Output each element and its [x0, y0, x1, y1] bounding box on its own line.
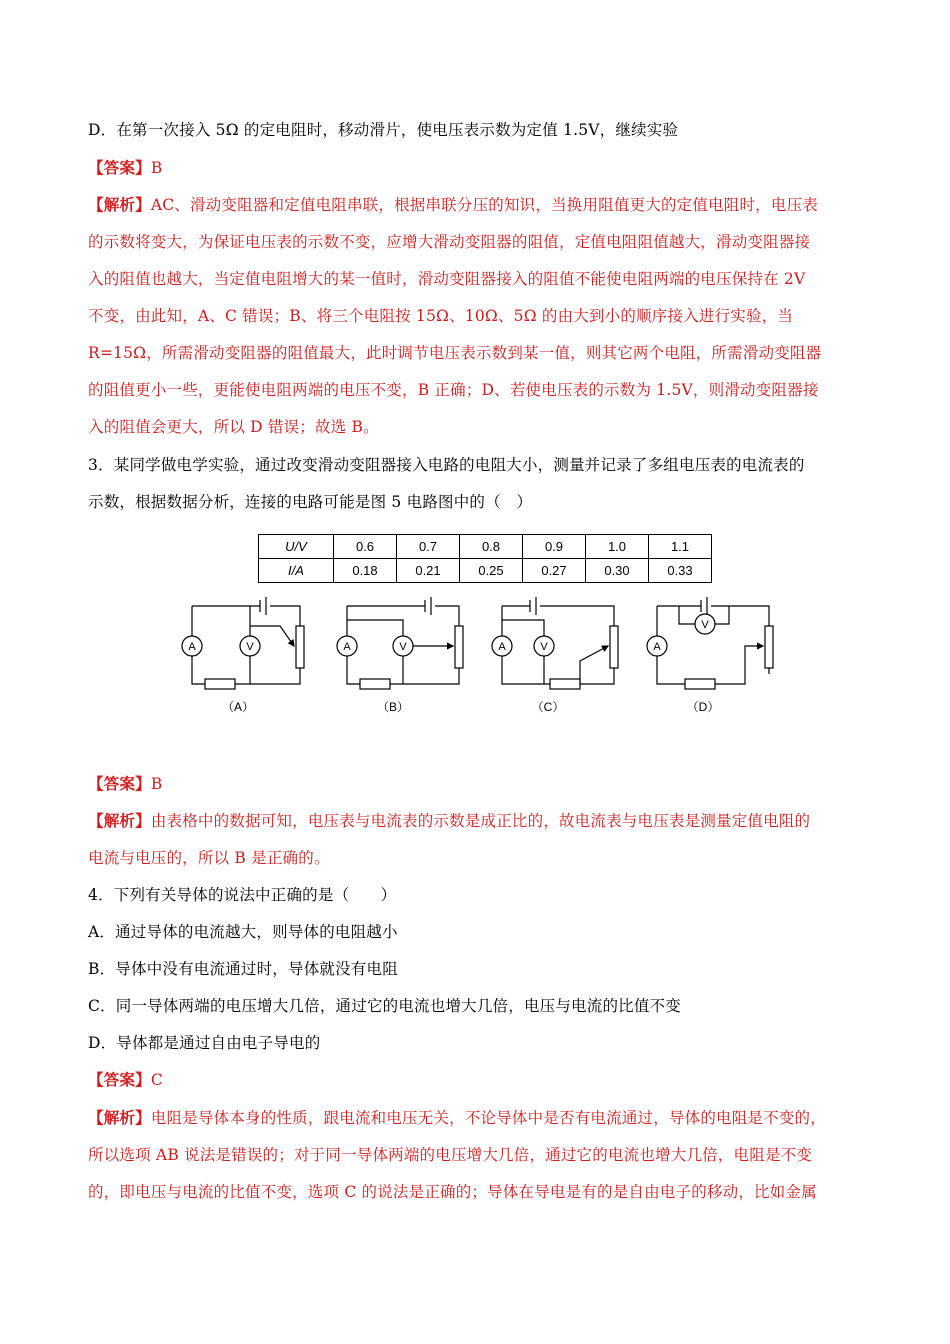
table-cell: 0.6 [334, 535, 397, 559]
answer-tag: 【答案】 [88, 158, 151, 177]
table-cell: 0.27 [523, 559, 586, 583]
q2-analysis-line [88, 193, 818, 215]
q3-stem-line: 示数，根据数据分析，连接的电路可能是图 5 电路图中的（ ） [88, 493, 533, 511]
q4-analysis-line [88, 1106, 826, 1128]
circuit-a [182, 597, 304, 689]
table-cell: 0.7 [397, 535, 460, 559]
q4-option: C．同一导体两端的电压增大几倍，通过它的电流也增大几倍，电压与电流的比值不变 [88, 997, 681, 1015]
circuit-diagrams [180, 596, 780, 718]
q4-analysis-line: 的，即电压与电流的比值不变，选项 C 的说法是正确的；导体在导电是有的是自由电子的移动，比如金属 [88, 1183, 817, 1201]
answer-value: B [150, 775, 163, 793]
q3-analysis-line: 电流与电压的，所以 B 是正确的。 [88, 849, 330, 867]
ammeter-label: A [343, 641, 351, 653]
circuit-label: （A） [221, 700, 255, 714]
analysis-tag: 【解析】 [88, 811, 151, 830]
q2-analysis-line: 入的阻值会更大，所以 D 错误；故选 B。 [88, 418, 379, 436]
answer-value: C [150, 1071, 163, 1089]
q2-analysis-line: R=15Ω，所需滑动变阻器的阻值最大，此时调节电压表示数到某一值，则其它两个电阻，所需滑动变阻器 [88, 344, 822, 362]
q4-option: D．导体都是通过自由电子导电的 [88, 1034, 321, 1052]
voltmeter-label: V [399, 641, 407, 653]
table-row [259, 559, 712, 583]
table-row [259, 535, 712, 559]
analysis-tag: 【解析】 [88, 195, 151, 214]
table-cell: 0.18 [334, 559, 397, 583]
q3-analysis-line [88, 809, 810, 831]
ammeter-label: A [653, 641, 661, 653]
analysis-text: AC、滑动变阻器和定值电阻串联，根据串联分压的知识，当换用阻值更大的定值电阻时，电压表 [150, 196, 818, 214]
circuit-label: （D） [686, 700, 720, 714]
voltmeter-label: V [701, 619, 709, 631]
answer-value: B [150, 159, 163, 177]
table-cell: 0.25 [460, 559, 523, 583]
q2-analysis-line: 入的阻值也越大，当定值电阻增大的某一值时，滑动变阻器接入的阻值不能使电阻两端的电压保持在 2V [88, 270, 806, 288]
q4-analysis-line: 所以选项 AB 说法是错误的；对于同一导体两端的电压增大几倍，通过它的电流也增大几倍，电阻是不变 [88, 1146, 813, 1164]
q2-analysis-line: 的示数将变大，为保证电压表的示数不变，应增大滑动变阻器的阻值，定值电阻阻值越大，滑动变阻器接 [88, 233, 811, 251]
table-cell: 0.21 [397, 559, 460, 583]
q2-analysis-line: 不变，由此知，A、C 错误；B、将三个电阻按 15Ω、10Ω、5Ω 的由大到小的顺序接入进行实验，当 [88, 307, 794, 325]
table-cell: 0.8 [460, 535, 523, 559]
q4-answer [88, 1068, 163, 1090]
ammeter-label: A [188, 641, 196, 653]
analysis-tag: 【解析】 [88, 1108, 151, 1127]
voltmeter-label: V [246, 641, 254, 653]
q3-answer [88, 772, 162, 794]
answer-tag: 【答案】 [88, 774, 151, 793]
answer-tag: 【答案】 [88, 1070, 151, 1089]
table-header-i: I/A [259, 559, 334, 583]
circuit-c [492, 597, 618, 689]
q2-analysis-line: 的阻值更小一些，更能使电阻两端的电压不变，B 正确；D、若使电压表的示数为 1.5V，则滑动变阻器接 [88, 381, 819, 399]
circuit-label: （B） [376, 700, 410, 714]
voltmeter-label: V [540, 641, 548, 653]
table-cell: 1.1 [649, 535, 712, 559]
q2-option-d: D．在第一次接入 5Ω 的定电阻时，移动滑片，使电压表示数为定值 1.5V，继续实验 [88, 121, 679, 139]
analysis-text: 电阻是导体本身的性质，跟电流和电压无关，不论导体中是否有电流通过，导体的电阻是不变的， [150, 1109, 826, 1127]
table-cell: 1.0 [586, 535, 649, 559]
analysis-text: 由表格中的数据可知，电压表与电流表的示数是成正比的，故电流表与电压表是测量定值电阻的 [150, 812, 811, 830]
table-cell: 0.9 [523, 535, 586, 559]
circuit-d [647, 597, 773, 689]
table-cell: 0.30 [586, 559, 649, 583]
q2-answer [88, 156, 162, 178]
table-header-u: U/V [259, 535, 334, 559]
data-table [258, 534, 712, 583]
q4-stem: 4．下列有关导体的说法中正确的是（ ） [88, 886, 397, 904]
q4-option: A．通过导体的电流越大，则导体的电阻越小 [88, 923, 398, 941]
table-cell: 0.33 [649, 559, 712, 583]
ammeter-label: A [498, 641, 506, 653]
q3-stem-line: 3．某同学做电学实验，通过改变滑动变阻器接入电路的电阻大小，测量并记录了多组电压表的电流表的 [88, 456, 805, 474]
circuit-label: （C） [531, 700, 565, 714]
q4-option: B．导体中没有电流通过时，导体就没有电阻 [88, 960, 398, 978]
